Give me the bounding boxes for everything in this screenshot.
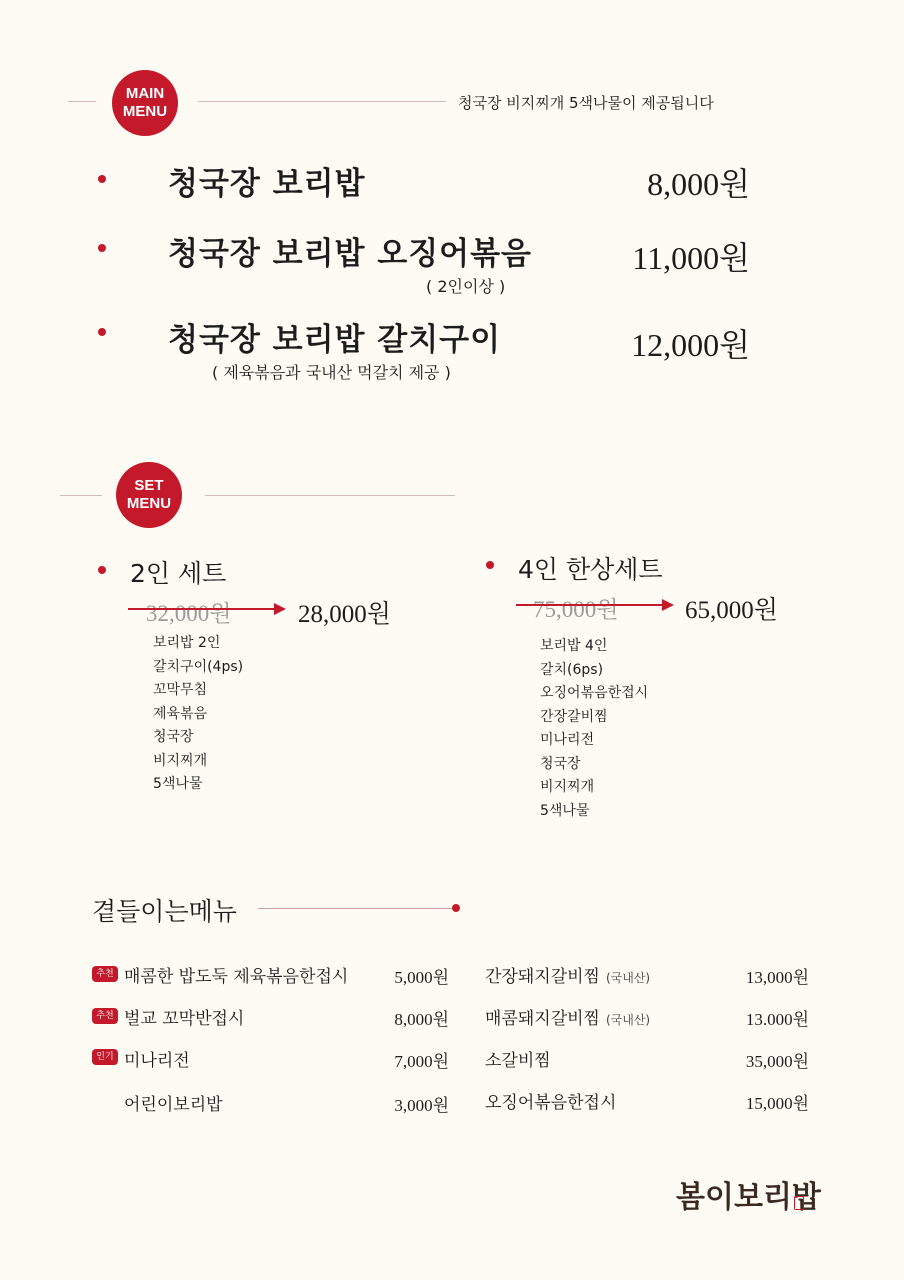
side-item-price: 15,000원 <box>745 1094 809 1113</box>
side-item-label: 매콤돼지갈비찜 <box>485 1009 600 1029</box>
list-item: 비지찌개 <box>540 779 595 795</box>
main-menu-rule-left <box>68 101 96 102</box>
set-new-price: 65,000원 <box>685 597 778 624</box>
list-item: 청국장 <box>540 755 581 772</box>
set-menu-badge: SET MENU <box>116 462 182 528</box>
side-item-price: 13.000원 <box>745 1010 809 1029</box>
set-menu-rule-left <box>60 495 102 496</box>
set-old-price: 32,000원 <box>146 601 232 626</box>
side-menu-title: 곁들이는메뉴 <box>92 897 237 926</box>
side-item-label: 간장돼지갈비찜 <box>485 967 600 987</box>
main-item-price: 12,000원 <box>631 327 750 363</box>
side-item-label: 소갈비찜 <box>485 1051 551 1071</box>
side-item-price: 5,000원 <box>394 968 449 987</box>
main-item-note: ( 2인이상 ) <box>426 277 506 296</box>
list-item: 오징어볶음한접시 <box>540 685 649 701</box>
main-item-price: 8,000원 <box>647 166 750 202</box>
main-menu-notice: 청국장 비지찌개 5색나물이 제공됩니다 <box>458 94 714 112</box>
main-item-name: 청국장 보리밥 갈치구이 <box>168 322 502 358</box>
popular-badge: 인기 <box>92 1049 118 1065</box>
list-item: 미나리전 <box>540 732 595 748</box>
seal-icon <box>794 1196 804 1210</box>
set-old-price: 75,000원 <box>533 597 619 622</box>
side-item-name: 미나리전 <box>124 1051 190 1071</box>
set-item-list <box>153 632 243 797</box>
origin-note: (국내산) <box>605 971 651 985</box>
set-title: 4인 한상세트 <box>518 555 663 584</box>
list-item: 간장갈비찜 <box>540 708 608 725</box>
side-menu-rule <box>258 908 454 909</box>
recommend-badge: 추천 <box>92 1008 118 1024</box>
set-title: 2인 세트 <box>130 559 227 588</box>
arrow-icon <box>516 598 676 612</box>
list-item: 갈치구이(4ps) <box>153 658 244 675</box>
list-item: 보리밥 4인 <box>540 638 608 654</box>
side-item-name: 어린이보리밥 <box>124 1095 223 1115</box>
list-item: 갈치(6ps) <box>540 661 604 678</box>
side-item-price: 13,000원 <box>745 968 809 987</box>
main-item-price: 11,000원 <box>632 240 750 276</box>
side-item-price: 35,000원 <box>745 1052 809 1071</box>
list-item: 청국장 <box>153 729 194 745</box>
list-item: 제육볶음 <box>153 705 208 722</box>
origin-note: (국내산) <box>605 1013 651 1027</box>
side-item-name <box>485 1004 650 1029</box>
bullet-icon <box>486 561 494 569</box>
list-item: 5색나물 <box>540 802 590 819</box>
set-new-price: 28,000원 <box>298 601 391 628</box>
side-item-name <box>485 1088 616 1113</box>
main-item-name: 청국장 보리밥 <box>168 166 366 202</box>
side-item-price: 7,000원 <box>394 1052 449 1071</box>
main-menu-badge: MAIN MENU <box>112 70 178 136</box>
list-item: 비지찌개 <box>153 752 208 769</box>
side-item-name <box>485 962 650 987</box>
side-item-name <box>485 1046 551 1071</box>
side-item-name: 벌교 꼬막반접시 <box>124 1009 245 1029</box>
main-item-note: ( 제육볶음과 국내산 먹갈치 제공 ) <box>212 363 451 382</box>
side-item-label: 오징어볶음한접시 <box>485 1093 617 1113</box>
side-item-name: 매콤한 밥도둑 제육볶음한접시 <box>124 967 349 987</box>
main-menu-rule-right <box>198 101 446 102</box>
side-item-price: 3,000원 <box>394 1096 449 1115</box>
side-item-price: 8,000원 <box>394 1010 449 1029</box>
list-item: 보리밥 2인 <box>153 635 221 651</box>
set-item-list <box>540 635 648 823</box>
list-item: 5색나물 <box>153 776 203 792</box>
main-item-name: 청국장 보리밥 오징어볶음 <box>168 236 532 272</box>
bullet-icon <box>98 328 106 336</box>
bullet-icon <box>98 566 106 574</box>
bullet-icon <box>98 244 106 252</box>
brand-logo: 봄이보리밥 <box>676 1180 821 1215</box>
bullet-icon <box>452 904 460 912</box>
list-item: 꼬막무침 <box>153 682 208 698</box>
arrow-icon <box>128 602 288 616</box>
set-menu-rule-right <box>205 495 455 496</box>
recommend-badge: 추천 <box>92 966 118 982</box>
bullet-icon <box>98 175 106 183</box>
